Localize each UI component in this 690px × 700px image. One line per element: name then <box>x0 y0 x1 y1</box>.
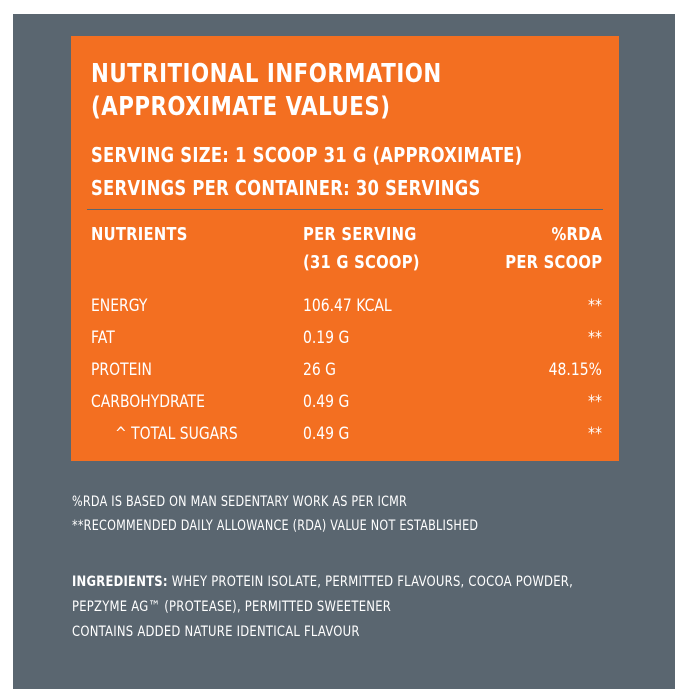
nutrient-name: CARBOHYDRATE <box>91 392 205 412</box>
nutrient-rda: ** <box>588 392 602 412</box>
nutrient-rda: ** <box>588 424 602 444</box>
nutrient-value: 0.49 G <box>303 392 350 412</box>
nutrient-row-fat <box>71 323 619 353</box>
nutrition-title <box>91 58 442 124</box>
serving-size: SERVING SIZE: 1 SCOOP 31 G (APPROXIMATE) <box>91 143 523 167</box>
nutrient-rda: ** <box>588 328 602 348</box>
nutrient-name: FAT <box>91 328 115 348</box>
rda-line-2: PER SCOOP <box>504 252 602 273</box>
divider-line <box>87 209 603 210</box>
nutrition-facts-box <box>71 36 619 461</box>
nutrient-rda: ** <box>588 296 602 316</box>
nutrient-value: 0.19 G <box>303 328 350 348</box>
nutrient-name: ENERGY <box>91 296 148 316</box>
column-header-nutrients: NUTRIENTS <box>91 224 188 245</box>
nutrient-row-protein <box>71 355 619 385</box>
ingredients-text-1: WHEY PROTEIN ISOLATE, PERMITTED FLAVOURS, COCOA POWDER, <box>167 574 574 590</box>
column-header-rda <box>505 221 602 277</box>
nutrient-value: 0.49 G <box>303 424 350 444</box>
nutrient-rda: 48.15% <box>548 360 602 380</box>
nutrient-row-energy <box>71 291 619 321</box>
ingredients-line-3: CONTAINS ADDED NATURE IDENTICAL FLAVOUR <box>72 624 360 640</box>
per-serving-line-1: PER SERVING <box>303 224 417 245</box>
servings-per-container: SERVINGS PER CONTAINER: 30 SERVINGS <box>91 176 481 200</box>
nutrient-row-total-sugars <box>71 419 619 449</box>
footnote-rda-not-established: **RECOMMENDED DAILY ALLOWANCE (RDA) VALUE NOT ESTABLISHED <box>72 518 479 534</box>
footnote-rda-basis: %RDA IS BASED ON MAN SEDENTARY WORK AS PER ICMR <box>72 494 408 510</box>
column-header-per-serving <box>303 221 420 277</box>
ingredients-block <box>72 570 573 645</box>
footnotes <box>72 490 478 538</box>
nutrient-name: PROTEIN <box>91 360 152 380</box>
nutrient-value: 106.47 KCAL <box>303 296 392 316</box>
ingredients-line-2: PEPZYME AG™ (PROTEASE), PERMITTED SWEETENER <box>72 599 392 615</box>
nutrient-value: 26 G <box>303 360 336 380</box>
ingredients-label: INGREDIENTS: <box>72 574 168 590</box>
title-line-1: NUTRITIONAL INFORMATION <box>91 59 442 89</box>
nutrient-row-carbohydrate <box>71 387 619 417</box>
ingredients-line-1 <box>72 570 573 595</box>
rda-line-1: %RDA <box>551 224 602 245</box>
per-serving-line-2: (31 G SCOOP) <box>303 252 420 273</box>
nutrient-name: ^ TOTAL SUGARS <box>115 424 238 444</box>
title-line-2: (APPROXIMATE VALUES) <box>91 92 391 122</box>
